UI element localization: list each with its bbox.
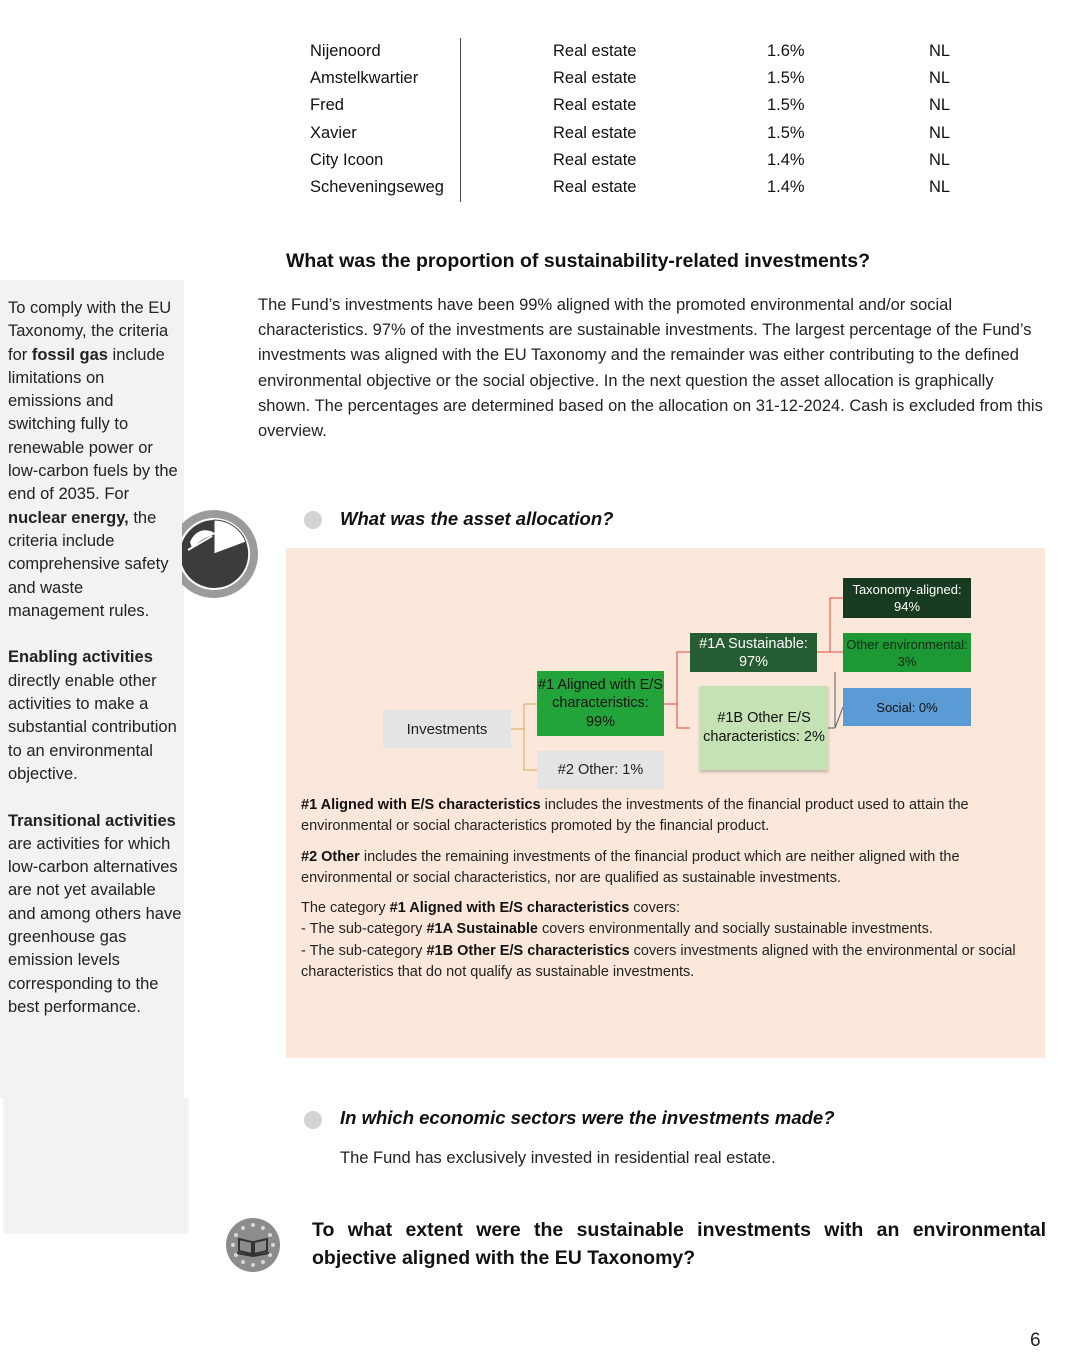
holding-name: Xavier (310, 123, 357, 142)
holding-country: NL (929, 177, 951, 196)
eu-book-icon (224, 1216, 282, 1274)
taxonomy-aligned-box: Taxonomy-aligned: 94% (843, 578, 971, 618)
holding-name: Scheveningseweg (310, 177, 444, 196)
definition-other (301, 847, 1036, 890)
sidebar-bold-term: fossil gas (31, 345, 108, 364)
sidebar-text-run: directly enable other activities to make a substantial contribution to an environmental objective. (8, 671, 177, 783)
investments-box: Investments (383, 710, 511, 748)
definition-text: covers investments aligned with the environmental or social characteristics that do not qualify as sustainable investments. (301, 942, 1016, 981)
holding-country: NL (929, 123, 951, 142)
holding-name: Fred (310, 96, 344, 115)
holding-percentage: 1.5% (767, 69, 805, 88)
definition-term: #2 Other (301, 848, 360, 865)
question-economic-sectors: In which economic sectors were the investments made? (340, 1107, 835, 1128)
holding-sector: Real estate (553, 150, 637, 169)
sidebar-text-run: To comply with the EU Taxonomy, the criteria for (8, 299, 172, 364)
holding-percentage: 1.4% (767, 177, 805, 196)
question-asset-allocation: What was the asset allocation? (340, 508, 614, 529)
sidebar-text-run: the criteria include comprehensive safety and waste management rules. (8, 508, 169, 620)
social-box: Social: 0% (843, 688, 971, 726)
definition-text: - The sub-category (301, 921, 427, 938)
definition-category (301, 898, 1036, 983)
holding-percentage: 1.4% (767, 150, 805, 169)
sectors-answer: The Fund has exclusively invested in residential real estate. (340, 1149, 776, 1167)
sidebar-bold-term: Transitional activities (8, 811, 176, 830)
holding-name: Amstelkwartier (310, 69, 419, 88)
holding-name: City Icoon (310, 150, 384, 169)
holding-country: NL (929, 42, 951, 60)
holding-sector: Real estate (553, 42, 637, 60)
definition-text: includes the remaining investments of the financial product which are neither aligned with the environmental or social characteristics, nor are qualified as sustainable investments. (301, 848, 960, 886)
definition-term: #1B Other E/S characteristics (426, 942, 630, 959)
holding-percentage: 1.5% (767, 96, 805, 115)
sustainable-box: #1A Sustainable: 97% (690, 633, 817, 672)
holding-sector: Real estate (553, 96, 637, 115)
sidebar-text-run: are activities for which low-carbon alternatives are not yet available and among others have greenhouse gas emission levels corresponding to the best performance. (8, 834, 182, 1016)
holding-percentage: 1.6% (767, 42, 805, 60)
definition-term: #1 Aligned with E/S characteristics (301, 797, 541, 813)
definition-text: covers environmentally and socially sustainable investments. (537, 921, 933, 938)
holding-country: NL (929, 96, 951, 115)
holding-name: Nijenoord (310, 42, 381, 60)
definition-term: #1A Sustainable (426, 921, 538, 938)
definition-text: includes the investments of the financial product used to attain the environmental or social characteristics promoted by the financial product. (301, 797, 969, 835)
section-heading-proportion: What was the proportion of sustainability-related investments? (286, 250, 870, 272)
other-environmental-box: Other environmental: 3% (843, 633, 971, 672)
proportion-text: The Fund’s investments have been 99% aligned with the promoted environmental and/or social characteristics. 97% of the investments are sustainable investments. The largest percentage of the Fund’s investments was aligned with the EU Taxonomy and the remainder was either contributing to the defined environmental objective or the social objective. In the next question the asset allocation is graphically shown. The percentages are determined based on the allocation on 31-12-2024. Cash is excluded from this overview. (258, 296, 1043, 441)
holding-country: NL (929, 69, 951, 88)
holding-sector: Real estate (553, 69, 637, 88)
definition-aligned (301, 795, 1036, 838)
other-box: #2 Other: 1% (537, 751, 664, 789)
sidebar-text-run: include limitations on emissions and switching fully to renewable power or low-carbon fuels by the end of 2035. For (8, 345, 178, 504)
definition-text: - The sub-category (301, 942, 427, 959)
other-es-box: #1B Other E/S characteristics: 2% (700, 686, 828, 770)
holding-percentage: 1.5% (767, 123, 805, 142)
taxonomy-heading: To what extent were the sustainable investments with an environmental objective aligned with the EU Taxonomy? (312, 1219, 1046, 1269)
holding-sector: Real estate (553, 177, 637, 196)
sidebar-bold-term: Enabling activities (8, 648, 153, 667)
circle-bullet-icon (304, 1111, 322, 1129)
sidebar-bold-term: nuclear energy, (8, 508, 129, 527)
definition-text: The category (301, 900, 390, 917)
definition-term: #1 Aligned with E/S characteristics (389, 900, 630, 917)
holding-sector: Real estate (553, 123, 637, 142)
aligned-es-box: #1 Aligned with E/S characteristics: 99% (537, 671, 664, 736)
allocation-definitions (301, 795, 1036, 992)
definition-text: covers: (629, 900, 681, 917)
page-number: 6 (1030, 1330, 1041, 1351)
holding-country: NL (929, 150, 951, 169)
